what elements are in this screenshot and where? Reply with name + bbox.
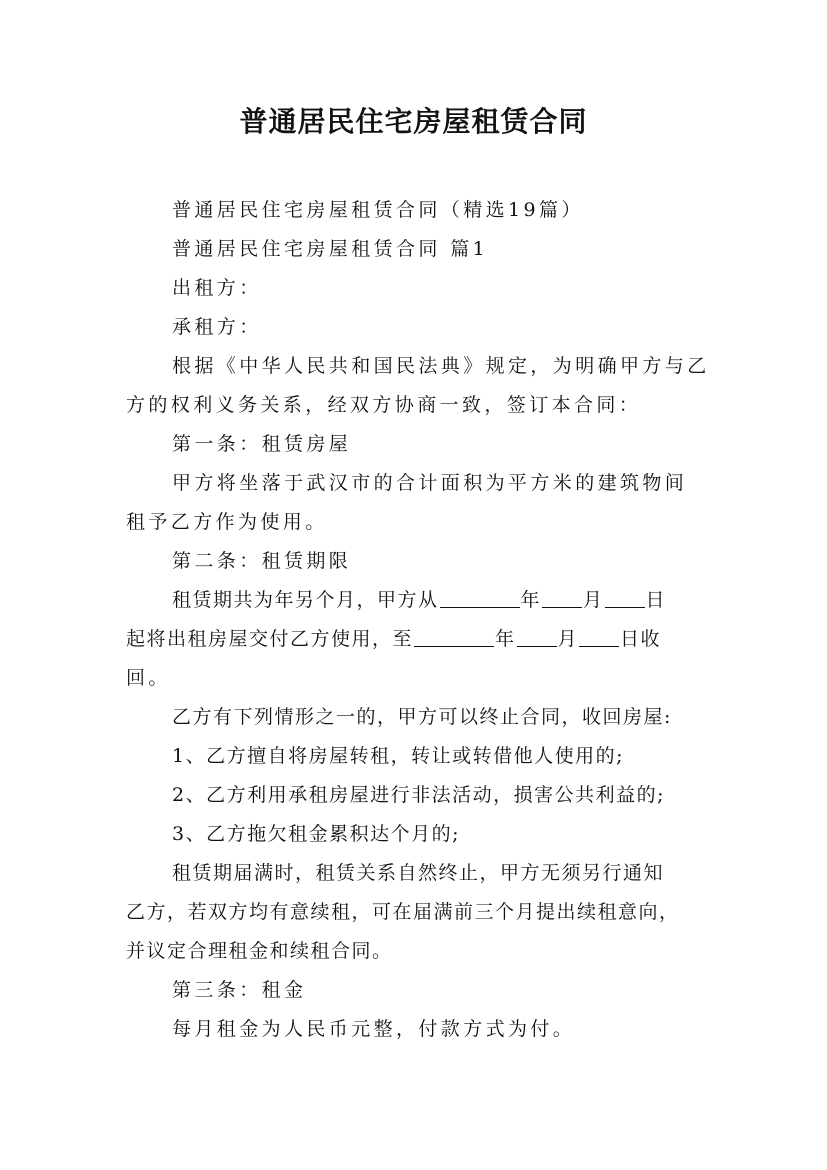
start-year-blank: [440, 587, 520, 608]
start-month-blank: [542, 587, 582, 608]
term-line-3: 回。: [126, 667, 171, 689]
expiry-line-3: 并议定合理租金和续租合同。: [126, 940, 393, 962]
expiry-line-2: 乙方，若双方均有意续租，可在届满前三个月提出续租意向，: [126, 901, 680, 923]
intro-line-2: 方的权利义务关系，经双方协商一致，签订本合同：: [126, 394, 642, 416]
article3-line-1: 每月租金为人民币元整，付款方式为付。: [172, 1018, 576, 1040]
termination-item-2: 2、乙方利用承租房屋进行非法活动，损害公共利益的;: [172, 784, 665, 806]
article1-line-2: 租予乙方作为使用。: [126, 511, 328, 533]
intro-line-1: 根据《中华人民共和国民法典》规定，为明确甲方与乙: [172, 355, 710, 377]
end-year-blank: [414, 626, 494, 647]
termination-item-1: 1、乙方擅自将房屋转租，转让或转借他人使用的;: [172, 745, 624, 767]
document-title: 普通居民住宅房屋租赁合同: [239, 105, 588, 138]
start-day-blank: [605, 587, 645, 608]
end-day-blank: [579, 626, 619, 647]
term-line-2: [126, 620, 716, 659]
lessor-label: 出租方：: [172, 277, 262, 299]
end-month-blank: [517, 626, 557, 647]
document-body: [126, 191, 716, 1049]
term-year-label: 年: [520, 589, 542, 611]
expiry-line-1: 租赁期届满时，租赁关系自然终止，甲方无须另行通知: [172, 862, 665, 884]
term-text-c: 日收: [620, 628, 662, 650]
term-month-label: 月: [583, 589, 604, 611]
article1-heading: 第一条：租赁房屋: [172, 433, 352, 455]
term-year2-label: 年: [495, 628, 516, 650]
termination-item-3: 3、乙方拖欠租金累积达个月的;: [172, 823, 460, 845]
article3-heading: 第三条：租金: [172, 979, 307, 1001]
term-text-b: 起将出租房屋交付乙方使用，至: [126, 628, 414, 650]
term-month2-label: 月: [557, 628, 579, 650]
lessee-label: 承租方：: [172, 316, 262, 338]
article1-line-1: 甲方将坐落于武汉市的合计面积为平方米的建筑物间: [172, 472, 688, 494]
term-text-a: 租赁期共为年另个月，甲方从: [172, 589, 439, 611]
article2-heading: 第二条：租赁期限: [172, 550, 352, 572]
term-line-1: [126, 581, 716, 620]
section-heading: 普通居民住宅房屋租赁合同 篇1: [172, 238, 489, 260]
term-day-label: 日: [645, 589, 667, 611]
document-subtitle: 普通居民住宅房屋租赁合同（精选19篇）: [172, 199, 584, 221]
termination-intro: 乙方有下列情形之一的，甲方可以终止合同，收回房屋:: [172, 706, 672, 728]
